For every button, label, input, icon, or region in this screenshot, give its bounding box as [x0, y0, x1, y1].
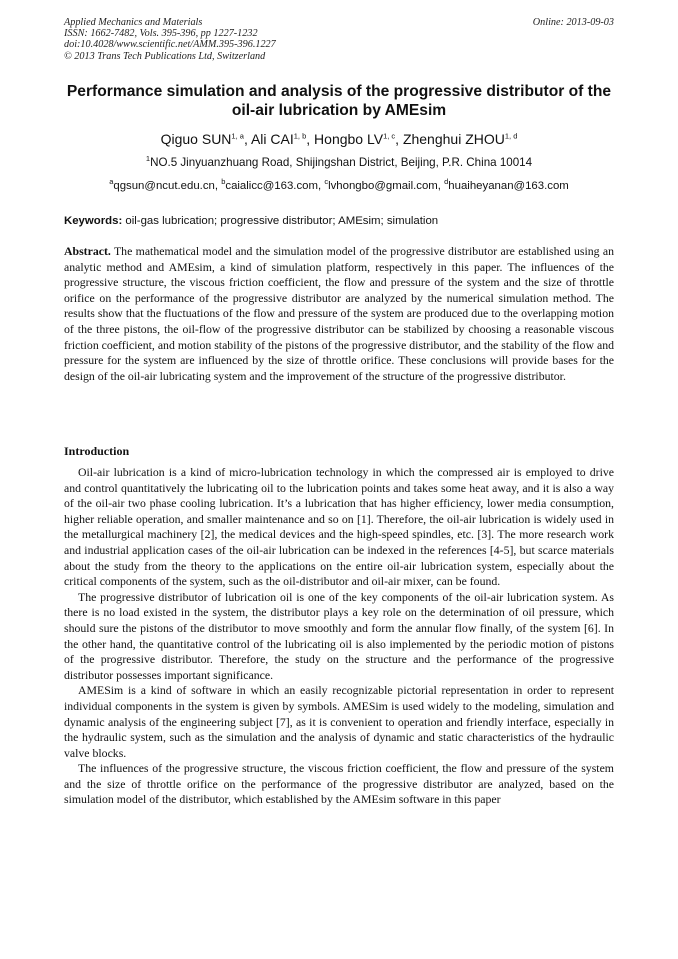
issn-line: ISSN: 1662-7482, Vols. 395-396, pp 1227-1232 [64, 28, 258, 40]
email-separator: , [317, 180, 325, 192]
intro-paragraph: The influences of the progressive structure, the viscous friction coefficient, the flow and pressure of the system and the size of throttle orifice on the performance of the progressive distributor are analyzed, based on the simulation model of the distributor, which established by the AMEsim software in this paper [64, 761, 614, 807]
intro-paragraph: Oil-air lubrication is a kind of micro-lubrication technology in which the compressed air is employed to drive and control quantitatively the lubricating oil to the lubrication points and takes some heat away, and it is also a way of the oil-air two phase cooling lubrication. It’s a lubrication that has higher efficiency, lower media consumption, higher reliable operation, and smaller maintenance and so on [1]. Therefore, the oil-air lubrication is widely used in the metallurgical machinery [2], the medical devices and the high-speed spindles, etc. [3]. The more research work and industrial application cases of the oil-air lubrication can be indexed in the references [4-5], but scarce materials about the study from the theory to the applications on the entire oil-air lubrication system, especially about the critical components of the system, such as the oil-distributor and oil-air mixer, can be found. [64, 465, 614, 589]
author-name: Qiguo SUN [160, 131, 232, 147]
email-separator: , [214, 180, 222, 192]
paper-title: Performance simulation and analysis of the progressive distributor of the oil-air lubrication by AMEsim [66, 83, 612, 119]
author-separator: , [395, 131, 403, 147]
online-date: Online: 2013-09-03 [532, 17, 614, 28]
author-name: Zhenghui ZHOU [402, 131, 505, 147]
author-list [64, 130, 614, 148]
abstract-text: The mathematical model and the simulation model of the progressive distributor are established using an analytic method and AMEsim, a kind of simulation platform, respectively in this paper. The influences of the progressive structure, the viscous friction coefficient, the flow and pressure of the system and the size of throttle orifice on the performance of the progressive distributor are analyzed by the numerical simulation method. The results show that the fluctuations of the flow and pressure of the system are produced due to the overlapping motion of the three pistons, the oil-flow of the progressive distributor can be stabilized by choosing a reasonable viscous friction coefficient, and motion stability of the pistons of the progressive distributor, and the stability of the flow and pressure for the system are influenced by the size of throttle orifice. These conclusions will provide bases for the design of the oil-air lubricating system and the improvement of the structure of the progressive distributor. [64, 244, 614, 383]
abstract-label: Abstract. [64, 244, 111, 258]
author-affil-mark: 1, c [383, 131, 396, 141]
keywords-text: oil-gas lubrication; progressive distributor; AMEsim; simulation [122, 215, 439, 227]
email-separator: , [437, 180, 445, 192]
email-mark: b [221, 177, 226, 187]
author-name: Hongbo LV [314, 131, 384, 147]
email-mark: d [444, 177, 449, 187]
author-affil-mark: 1, b [293, 131, 307, 141]
affiliation-mark: 1 [145, 154, 151, 164]
section-heading-introduction: Introduction [64, 444, 130, 458]
author-affil-mark: 1, d [504, 131, 518, 141]
introduction-body [64, 465, 614, 808]
keywords [64, 214, 614, 228]
affiliation-text: NO.5 Jinyuanzhuang Road, Shijingshan District, Beijing, P.R. China 10014 [150, 156, 533, 169]
keywords-label: Keywords: [64, 215, 123, 227]
doi-line[interactable]: doi:10.4028/www.scientific.net/AMM.395-396.1227 [64, 39, 276, 51]
abstract [64, 244, 614, 384]
author-affil-mark: 1, a [231, 131, 244, 141]
affiliation [64, 156, 614, 170]
copyright-line: © 2013 Trans Tech Publications Ltd, Switzerland [64, 50, 266, 62]
author-separator: , [243, 131, 251, 147]
email-list [64, 179, 614, 193]
email-address[interactable]: qgsun@ncut.edu.cn [113, 180, 215, 192]
email-mark: c [324, 177, 329, 187]
author-name: Ali CAI [250, 131, 294, 147]
email-address[interactable]: huaiheyanan@163.com [448, 180, 569, 192]
email-address[interactable]: lvhongbo@gmail.com [328, 180, 438, 192]
author-separator: , [306, 131, 315, 147]
journal-info [64, 17, 614, 62]
email-address[interactable]: caialicc@163.com [225, 180, 318, 192]
intro-paragraph: The progressive distributor of lubrication oil is one of the key components of the oil-air lubrication system. As there is no load existed in the system, the distributor plays a key role on the determination of oil pressure, which should sure the pistons of the distributor to move smoothly and form the annular flow finally, of the system [6]. In the other hand, the quantitative control of the lubricating oil is also implemented by the periodic motion of pistons of the progressive distributor. Therefore, the study on the structure and the performance of the progressive distributor possesses important significance. [64, 589, 614, 682]
email-mark: a [109, 177, 114, 187]
journal-name: Applied Mechanics and Materials [64, 17, 203, 28]
intro-paragraph: AMESim is a kind of software in which an easily recognizable pictorial representation in order to represent individual components in the system is given by symbols. AMESim is used widely to the modeling, simulation and dynamic analysis of the engineering subject [7], as it is convenient to operation and friendly interface, especially in the hydraulic system, such as the simulation and the analysis of dynamic and static characteristics of the hydraulic valve blocks. [64, 683, 614, 760]
journal-header [64, 17, 614, 62]
